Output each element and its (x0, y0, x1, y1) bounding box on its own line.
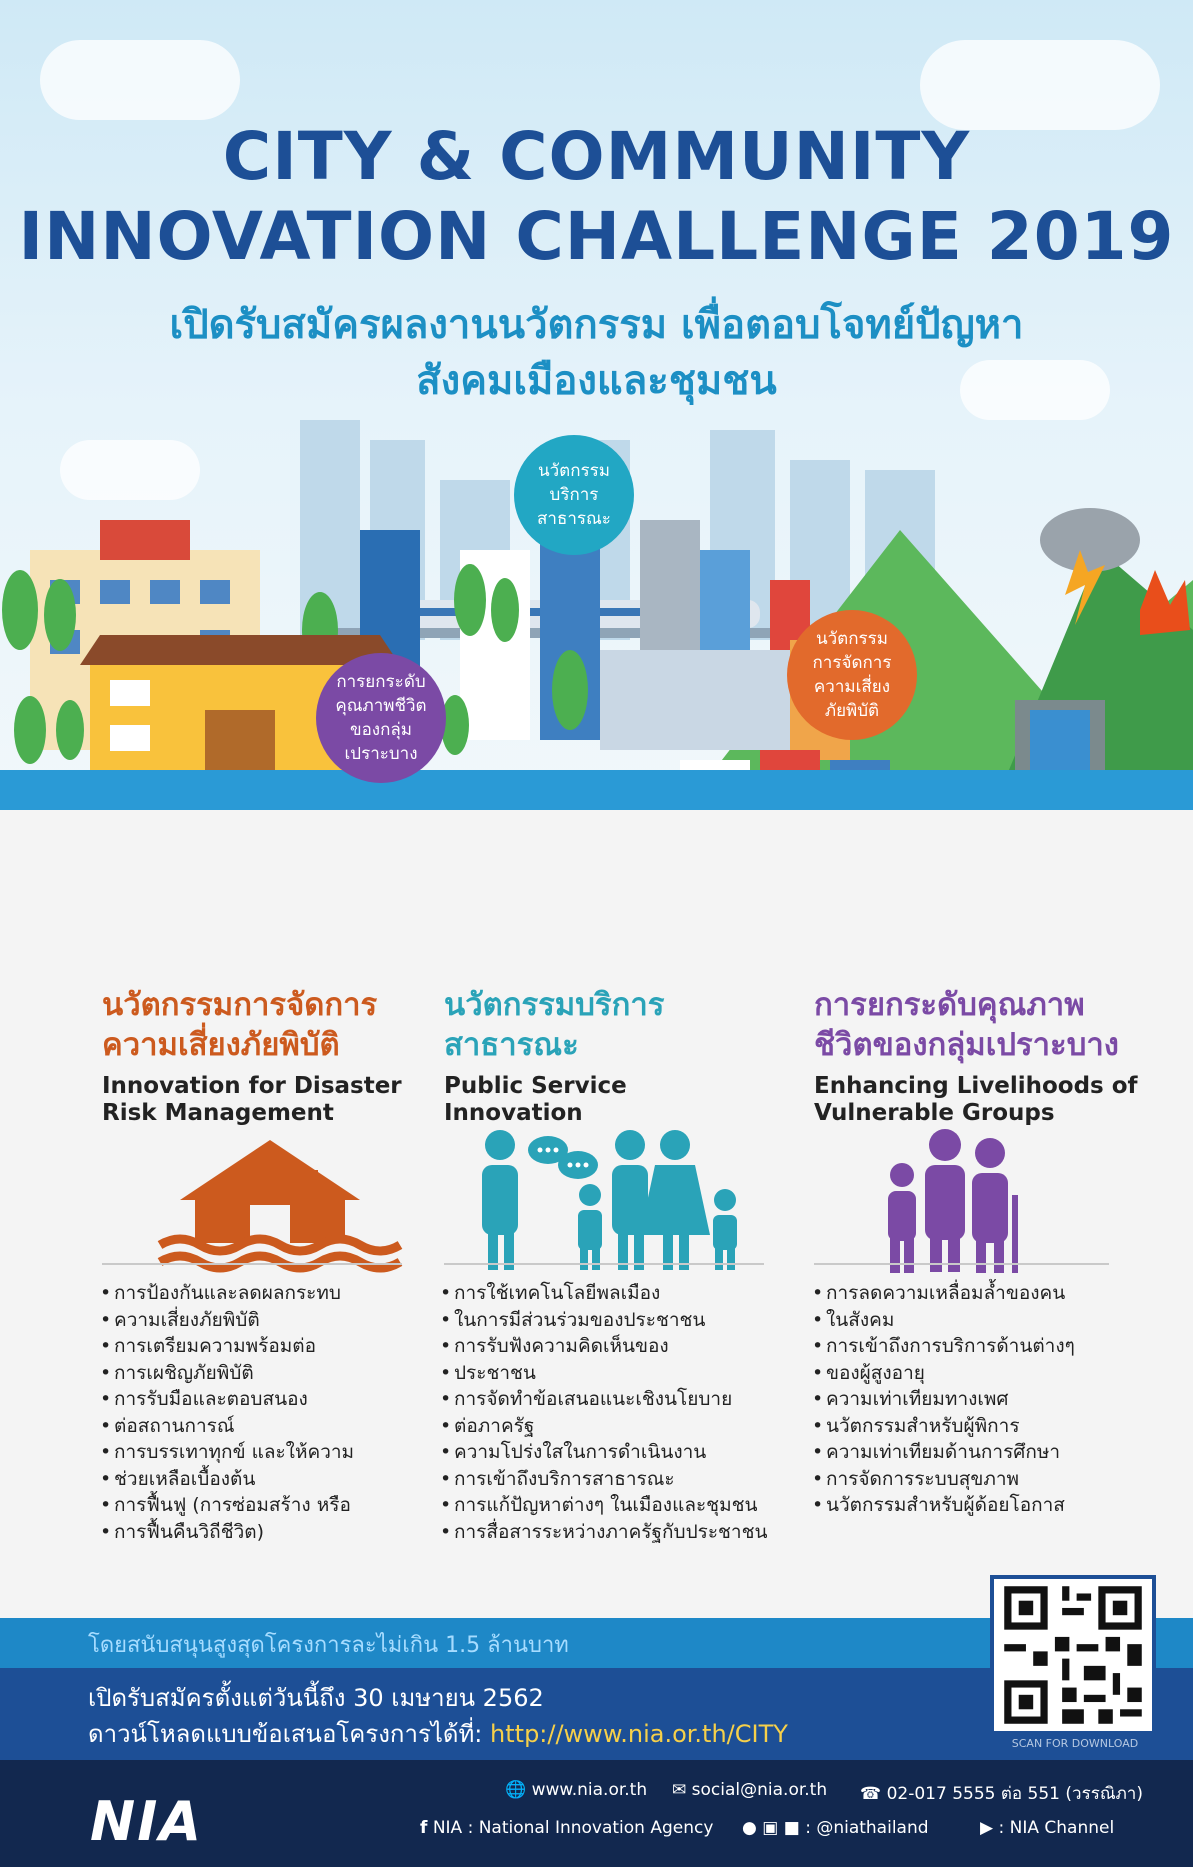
category-public-service (444, 985, 774, 1127)
list-item: • การบรรเทาทุกข์ และให้ความ (100, 1439, 420, 1466)
funding-text: โดยสนับสนุนสูงสุดโครงการละไม่เกิน 1.5 ล้านบาท (88, 1633, 569, 1658)
youtube-icon: ▶ (980, 1818, 994, 1838)
phone-contact: ☎ 02-017 5555 ต่อ 551 (วรรณิภา) (860, 1784, 1143, 1804)
list-item: • การเตรียมความพร้อมต่อ (100, 1333, 420, 1360)
livelihood-list (812, 1280, 1172, 1519)
disaster-list (100, 1280, 420, 1545)
list-item: • การฟื้นฟู (การซ่อมสร้าง หรือ (100, 1492, 420, 1519)
category-title-th: นวัตกรรมบริการ (444, 987, 665, 1023)
hero-illustration (0, 0, 1193, 910)
category-title-th: การยกระดับคุณภาพ (814, 987, 1085, 1023)
list-item: • การลดความเหลื่อมล้ำของคน (812, 1280, 1172, 1307)
title-line-2: INNOVATION CHALLENGE 2019 (18, 198, 1175, 275)
category-title-en: Innovation for Disaster Risk Management (102, 1073, 402, 1126)
list-item: • ต่อภาครัฐ (440, 1413, 790, 1440)
deadline-text: เปิดรับสมัครตั้งแต่วันนี้ถึง 30 เมษายน 2562 (88, 1684, 544, 1712)
category-title-th: ชีวิตของกลุ่มเปราะบาง (814, 1027, 1119, 1063)
list-item: • การป้องกันและลดผลกระทบ (100, 1280, 420, 1307)
youtube-link[interactable]: ▶ : NIA Channel (980, 1818, 1115, 1838)
facebook-link[interactable]: f NIA : National Innovation Agency (420, 1818, 714, 1838)
mail-icon: ✉ (672, 1780, 687, 1800)
list-item: • การใช้เทคโนโลยีพลเมือง (440, 1280, 790, 1307)
list-item: • นวัตกรรมสำหรับผู้พิการ (812, 1413, 1172, 1440)
list-item: • การฟื้นคืนวิถีชีวิต) (100, 1519, 420, 1546)
cloud (920, 40, 1160, 130)
disaster-bubble: นวัตกรรม การจัดการ ความเสี่ยง ภัยพิบัติ (787, 610, 917, 740)
line-icon: ■ (783, 1818, 800, 1838)
list-item: • การรับมือและตอบสนอง (100, 1386, 420, 1413)
list-item: • ความเท่าเทียมด้านการศึกษา (812, 1439, 1172, 1466)
website-link[interactable]: 🌐 www.nia.or.th (505, 1780, 648, 1800)
twitter-icon: ● (742, 1818, 757, 1838)
subtitle-line-2: สังคมเมืองและชุมชน (416, 358, 777, 404)
qr-code-icon (994, 1579, 1152, 1731)
citizens-talking-icon (460, 1125, 760, 1275)
category-title-th: ความเสี่ยงภัยพิบัติ (102, 1027, 340, 1063)
category-title-th: สาธารณะ (444, 1027, 579, 1063)
instagram-icon: ▣ (762, 1818, 779, 1838)
list-item: • ในสังคม (812, 1307, 1172, 1334)
list-item: • การจัดทำข้อเสนอแนะเชิงนโยบาย (440, 1386, 790, 1413)
list-item: • ความเสี่ยงภัยพิบัติ (100, 1307, 420, 1334)
download-link[interactable]: http://www.nia.or.th/CITY (490, 1720, 788, 1748)
subtitle-line-1: เปิดรับสมัครผลงานนวัตกรรม เพื่อตอบโจทย์ปัญหา (169, 302, 1024, 348)
divider (444, 1263, 764, 1265)
facebook-icon: f (420, 1818, 428, 1838)
list-item: • การเข้าถึงการบริการด้านต่างๆ (812, 1333, 1172, 1360)
email-link[interactable]: ✉ social@nia.or.th (672, 1780, 828, 1800)
category-livelihood (814, 985, 1174, 1127)
livelihood-bubble: การยกระดับ คุณภาพชีวิต ของกลุ่ม เปราะบาง (316, 653, 446, 783)
vulnerable-family-icon (850, 1125, 1050, 1275)
list-item: • ความโปร่งใสในการดำเนินงาน (440, 1439, 790, 1466)
flooded-house-icon (120, 1125, 420, 1275)
list-item: • การเข้าถึงบริการสาธารณะ (440, 1466, 790, 1493)
footer (0, 1760, 1193, 1867)
cloud (40, 40, 240, 120)
list-item: • ประชาชน (440, 1360, 790, 1387)
download-line: ดาวน์โหลดแบบข้อเสนอโครงการได้ที่: http://www.nia.or.th/CITY (88, 1720, 788, 1748)
list-item: • ของผู้สูงอายุ (812, 1360, 1172, 1387)
category-title-th: นวัตกรรมการจัดการ (102, 987, 378, 1023)
title-line-1: CITY & COMMUNITY (222, 118, 971, 195)
nia-logo: NIA (90, 1790, 204, 1853)
list-item: • การจัดการระบบสุขภาพ (812, 1466, 1172, 1493)
list-item: • การสื่อสารระหว่างภาครัฐกับประชาชน (440, 1519, 790, 1546)
qr-caption: SCAN FOR DOWNLOAD (1011, 1737, 1139, 1750)
list-item: • ความเท่าเทียมทางเพศ (812, 1386, 1172, 1413)
public-service-bubble: นวัตกรรม บริการ สาธารณะ (514, 435, 634, 555)
divider (814, 1263, 1109, 1265)
list-item: • การแก้ปัญหาต่างๆ ในเมืองและชุมชน (440, 1492, 790, 1519)
list-item: • นวัตกรรมสำหรับผู้ด้อยโอกาส (812, 1492, 1172, 1519)
phone-icon: ☎ (860, 1784, 882, 1804)
list-item: • ช่วยเหลือเบื้องต้น (100, 1466, 420, 1493)
category-title-en: Enhancing Livelihoods of Vulnerable Groups (814, 1073, 1138, 1126)
list-item: • ในการมีส่วนร่วมของประชาชน (440, 1307, 790, 1334)
category-disaster (102, 985, 432, 1127)
globe-icon: 🌐 (505, 1780, 527, 1800)
public-service-list (440, 1280, 790, 1545)
qr-code[interactable] (990, 1575, 1156, 1735)
social-handle-link[interactable]: ● ▣ ■ : @niathailand (742, 1818, 929, 1838)
divider (102, 1263, 402, 1265)
category-title-en: Public Service Innovation (444, 1073, 627, 1126)
list-item: • การรับฟังความคิดเห็นของ (440, 1333, 790, 1360)
list-item: • ต่อสถานการณ์ (100, 1413, 420, 1440)
list-item: • การเผชิญภัยพิบัติ (100, 1360, 420, 1387)
